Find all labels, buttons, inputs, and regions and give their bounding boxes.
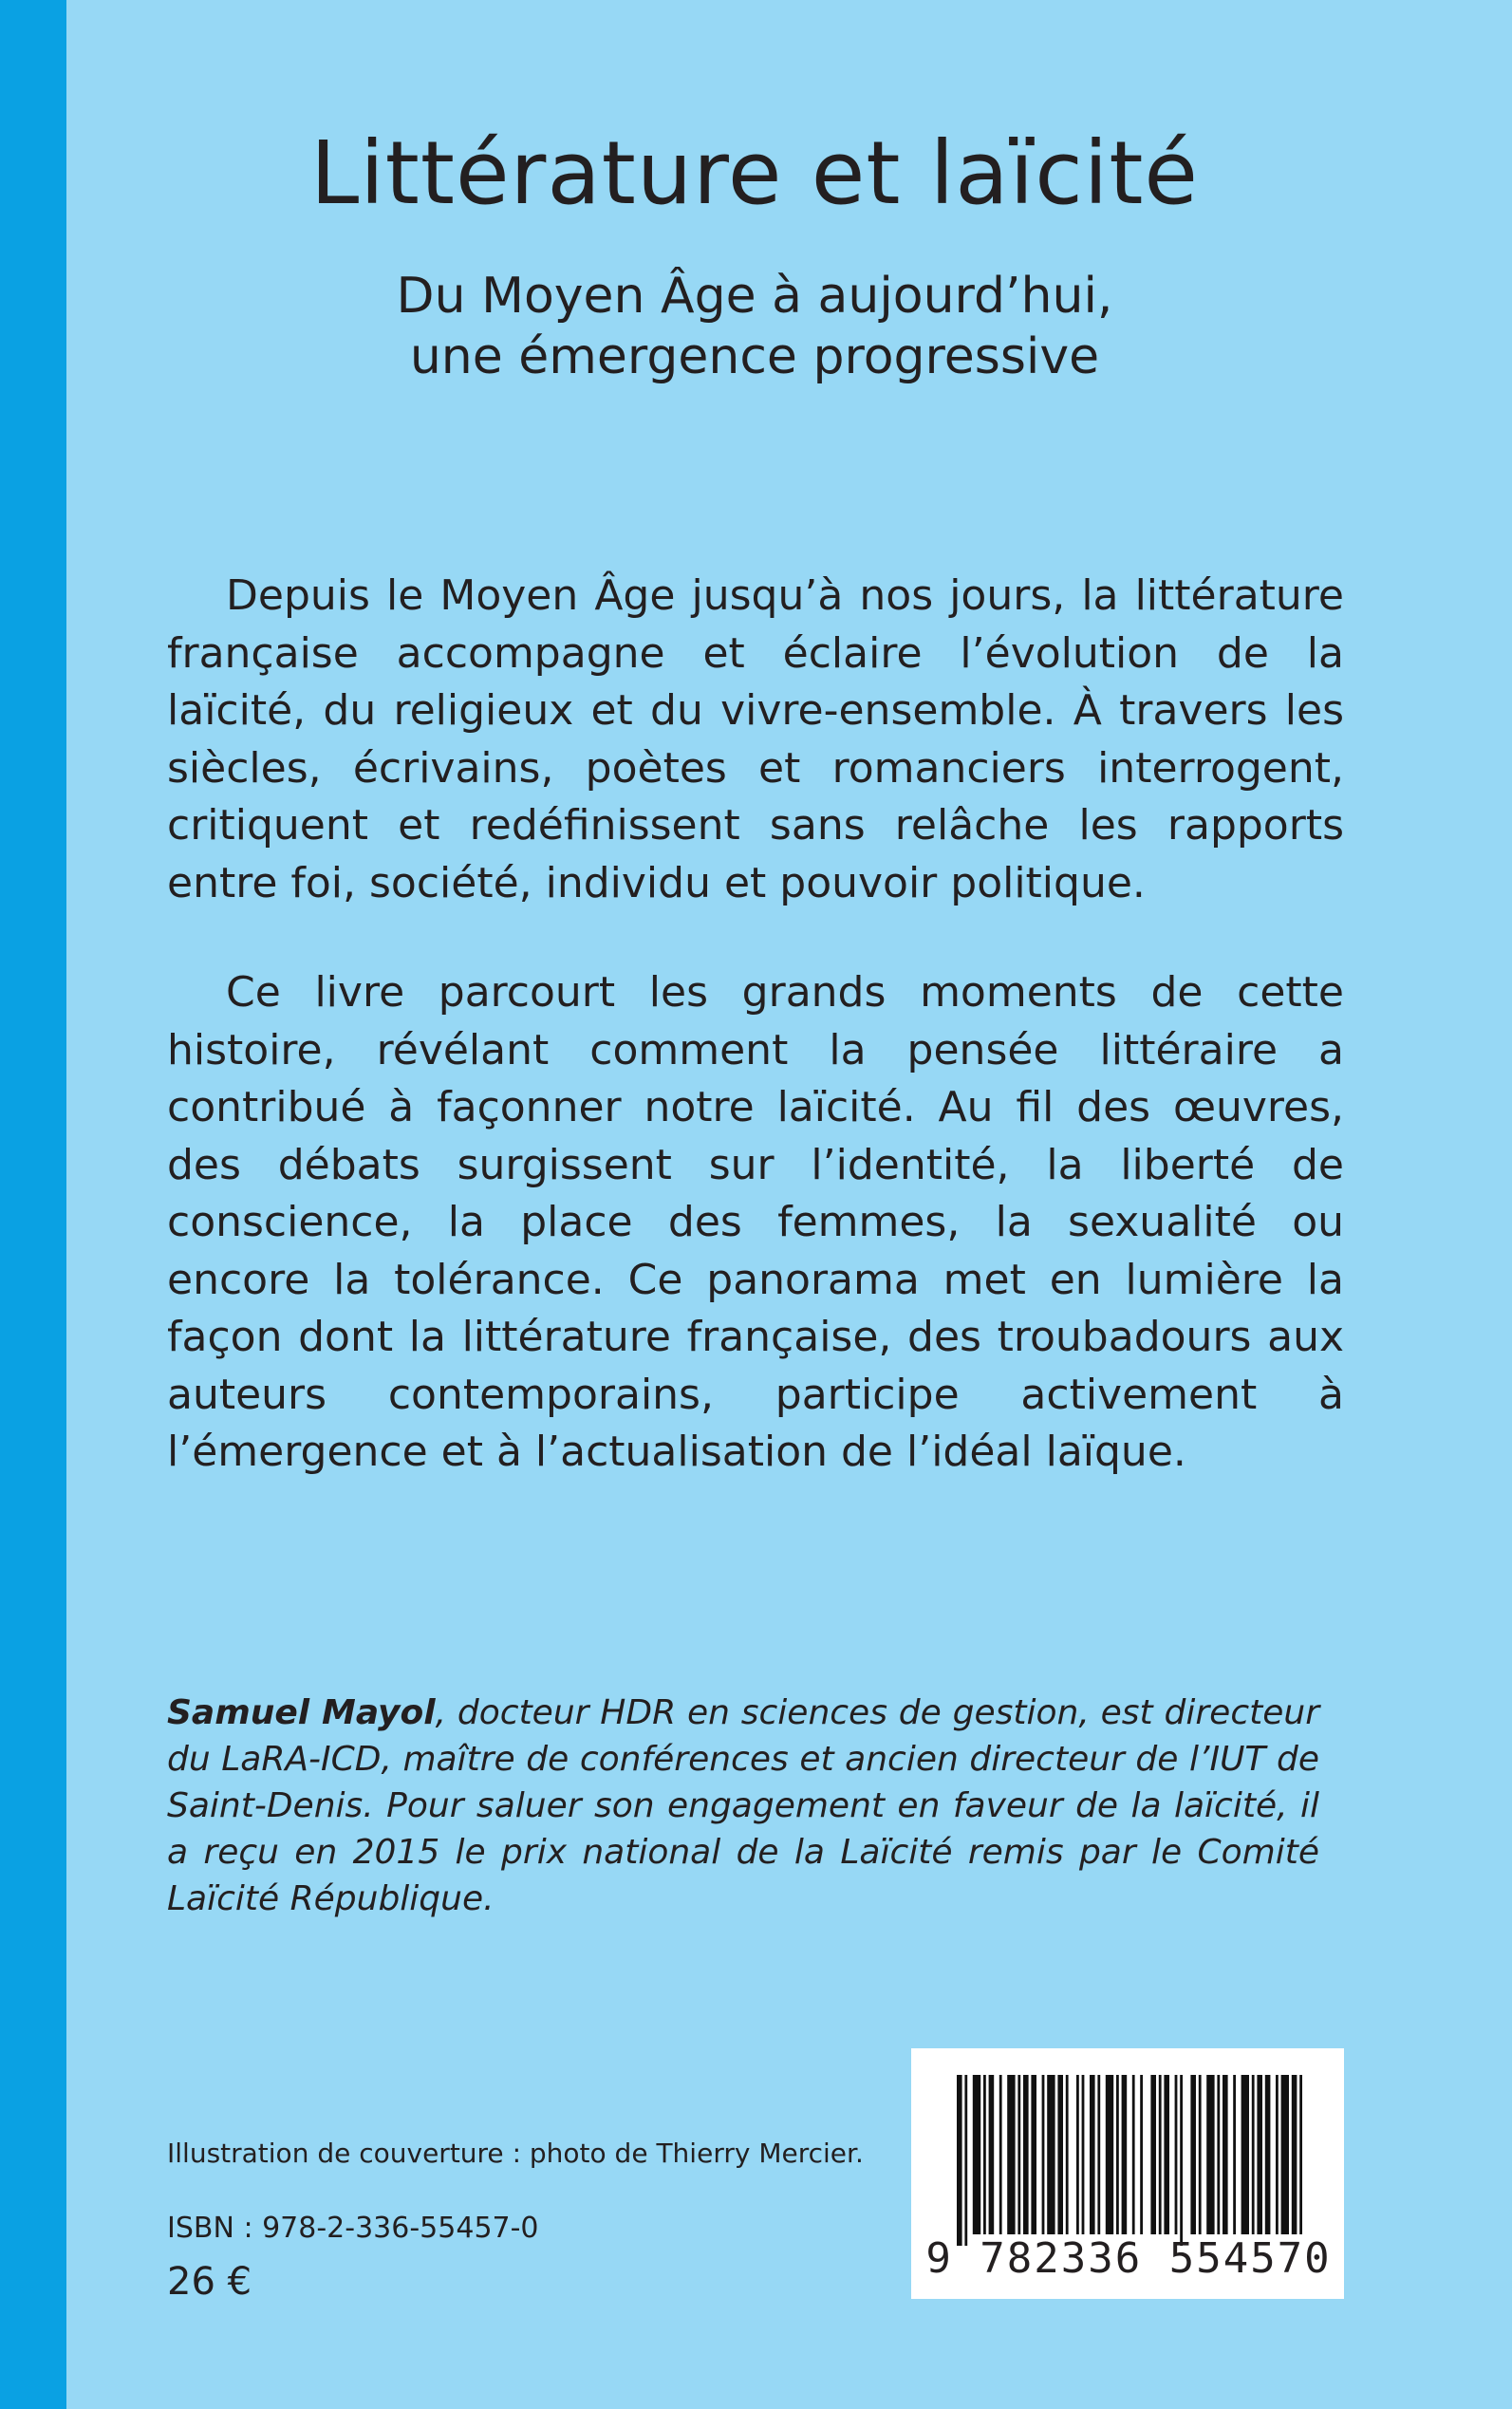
barcode-bar — [1252, 2075, 1255, 2234]
isbn-number: ISBN : 978-2-336-55457-0 — [167, 2212, 539, 2245]
barcode-bar — [1031, 2075, 1036, 2234]
barcode — [911, 2048, 1344, 2299]
barcode-bar — [1057, 2075, 1063, 2234]
barcode-bar — [1047, 2075, 1055, 2234]
barcode-bar — [1082, 2075, 1085, 2234]
subtitle-line-1: Du Moyen Âge à aujourd’hui, — [396, 268, 1113, 325]
barcode-bar — [1299, 2075, 1302, 2234]
spine-stripe — [0, 0, 66, 2409]
barcode-bar — [1122, 2075, 1128, 2234]
barcode-bar — [1292, 2075, 1297, 2234]
author-name: Samuel Mayol — [167, 1693, 436, 1732]
barcode-digits: 9 782336 554570 — [925, 2234, 1332, 2283]
barcode-bar — [1090, 2075, 1095, 2234]
barcode-bar — [1042, 2075, 1045, 2234]
barcode-bar — [1097, 2075, 1100, 2234]
barcode-bar — [1206, 2075, 1214, 2234]
barcode-bar — [1116, 2075, 1119, 2234]
barcode-bar — [1175, 2075, 1178, 2234]
illustration-credit: Illustration de couverture : photo de Thierry Mercier. — [167, 2138, 864, 2169]
barcode-bar — [999, 2075, 1002, 2234]
book-subtitle — [190, 266, 1319, 387]
barcode-bar — [1257, 2075, 1262, 2234]
barcode-bar — [1017, 2075, 1020, 2234]
back-cover-blurb — [167, 568, 1344, 1482]
blurb-paragraph-2: Ce livre parcourt les grands moments de cette histoire, révélant comment la pensée littéraire a contribué à façonner notre laïcité. Au fil des œuvres, des débats surgissent sur l’identité, la liberté de conscience, la place des femmes, la sexualité ou encore la tolérance. Ce panorama met en lumière la façon dont la littérature française, des troubadours aux auteurs contemporains, participe activement à l’émergence et à l’actualisation de l’idéal laïque. — [167, 968, 1344, 1476]
barcode-bar — [1180, 2075, 1183, 2246]
author-bio-text: , docteur HDR en sciences de gestion, est directeur du LaRA-ICD, maître de conférences et ancien directeur de l’IUT de Saint-Denis. Pour saluer son engagement en faveur de la laïcité, il a reçu en 2015 le prix national de la Laïcité remis par le Comité Laïcité République. — [167, 1693, 1319, 1918]
blurb-paragraph-1: Depuis le Moyen Âge jusqu’à nos jours, la littérature française accompagne et éclaire l’évolution de la laïcité, du religieux et du vivre-ensemble. À travers les siècles, écrivains, poètes et romanciers interrogent, critiquent et redéfinissent sans relâche les rapports entre foi, société, individu et pouvoir politique. — [167, 571, 1344, 907]
barcode-bar — [1164, 2075, 1169, 2234]
barcode-bar — [1066, 2075, 1069, 2234]
barcode-bar — [1076, 2075, 1079, 2234]
barcode-bar — [957, 2075, 962, 2246]
barcode-bar — [1023, 2075, 1029, 2234]
barcode-bar — [1132, 2075, 1135, 2234]
barcode-bar — [1217, 2075, 1220, 2234]
author-bio — [167, 1690, 1319, 1922]
barcode-bar — [1233, 2075, 1236, 2234]
barcode-bar — [973, 2075, 980, 2234]
barcode-bar — [964, 2075, 967, 2246]
barcode-bar — [983, 2075, 986, 2234]
subtitle-line-2: une émergence progressive — [409, 328, 1100, 385]
barcode-bar — [1190, 2075, 1196, 2234]
barcode-bar — [1223, 2075, 1228, 2234]
barcode-bar — [1265, 2075, 1271, 2234]
barcode-bar — [1276, 2075, 1279, 2234]
barcode-bar — [1159, 2075, 1162, 2234]
barcode-bar — [1007, 2075, 1015, 2234]
barcode-bar — [1106, 2075, 1113, 2234]
barcode-bar — [1140, 2075, 1143, 2234]
barcode-bar — [1150, 2075, 1156, 2234]
barcode-bar — [1281, 2075, 1289, 2234]
barcode-bar — [1199, 2075, 1202, 2234]
barcode-bar — [1241, 2075, 1249, 2234]
barcode-bar — [989, 2075, 995, 2234]
price: 26 € — [167, 2260, 252, 2304]
book-title: Littérature et laïcité — [309, 122, 1200, 224]
